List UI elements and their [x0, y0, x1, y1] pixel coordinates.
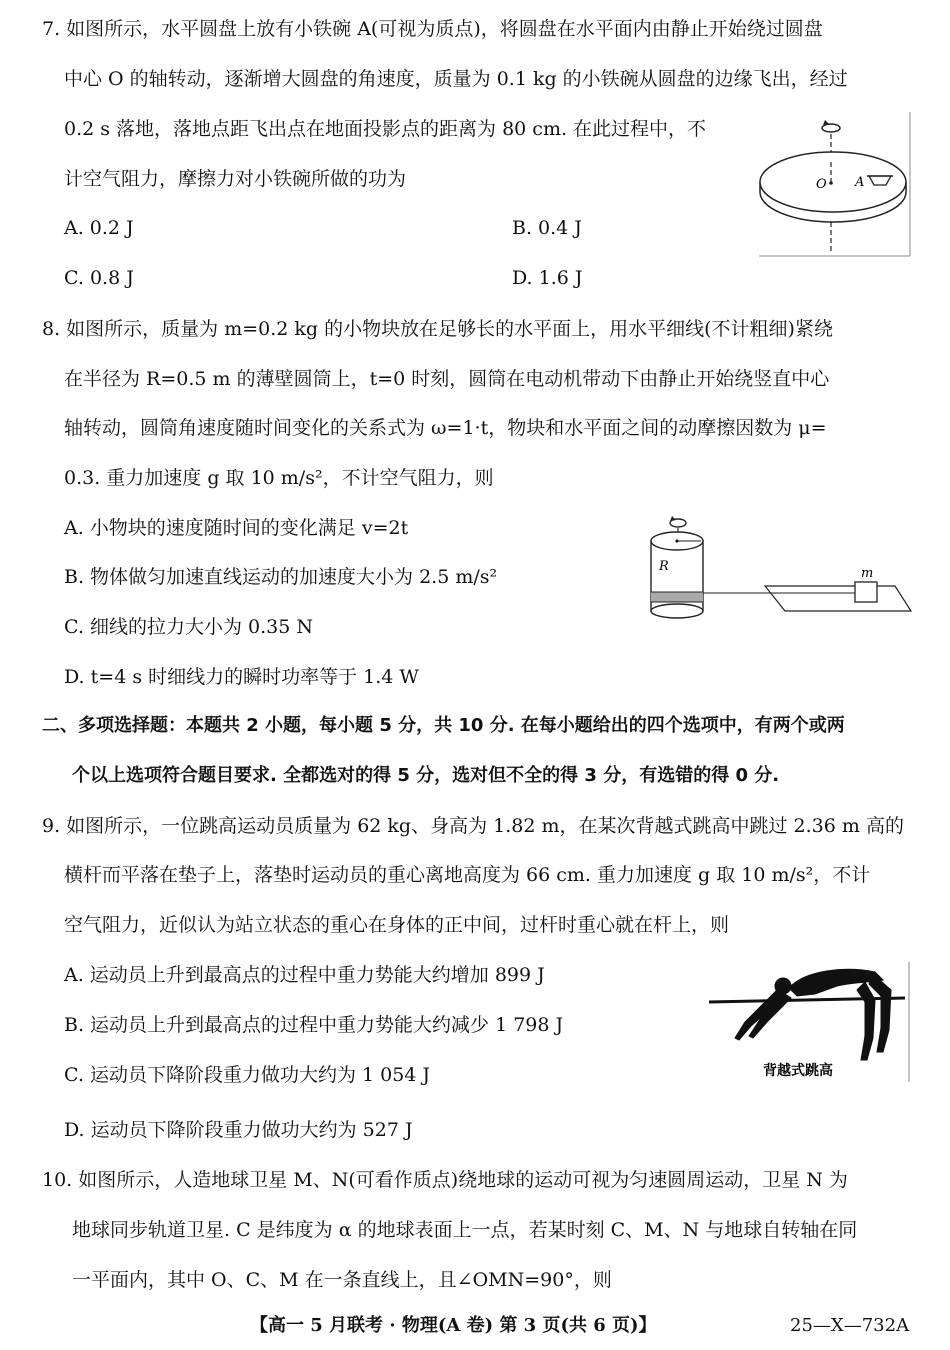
- q8-line-1: 8. 如图所示，质量为 m=0.2 kg 的小物块放在足够长的水平面上，用水平细线(不计粗细)紧绕: [42, 318, 833, 340]
- q7-line-1: 7. 如图所示，水平圆盘上放有小铁碗 A(可视为质点)，将圆盘在水平面内由静止开始绕过圆盘: [42, 18, 823, 40]
- q7-option-a: A. 0.2 J: [64, 217, 134, 239]
- q9-figure-caption: 背越式跳高: [763, 1063, 833, 1079]
- q8-option-a: A. 小物块的速度随时间的变化满足 v=2t: [64, 517, 409, 539]
- q9-line-2: 横杆而平落在垫子上，落垫时运动员的重心离地高度为 66 cm. 重力加速度 g 取 10 m/s²，不计: [64, 864, 871, 886]
- q9-option-d: D. 运动员下降阶段重力做功大约为 527 J: [64, 1119, 413, 1141]
- q9-option-b: B. 运动员上升到最高点的过程中重力势能大约减少 1 798 J: [64, 1014, 564, 1036]
- q7-line-4: 计空气阻力，摩擦力对小铁碗所做的功为: [64, 168, 407, 190]
- q10-line-1: 10. 如图所示，人造地球卫星 M、N(可看作质点)绕地球的运动可视为匀速圆周运动，卫星 N 为: [42, 1169, 848, 1191]
- page-footer: 【高一 5 月联考 · 物理(A 卷) 第 3 页(共 6 页)】: [250, 1315, 657, 1336]
- q8-label-m: m: [861, 566, 874, 581]
- q8-option-c: C. 细线的拉力大小为 0.35 N: [64, 616, 313, 638]
- q8-option-d: D. t=4 s 时细线力的瞬时功率等于 1.4 W: [64, 666, 419, 688]
- q7-figure-turntable: [755, 110, 915, 260]
- q8-option-b: B. 物体做匀加速直线运动的加速度大小为 2.5 m/s²: [64, 566, 498, 588]
- q9-figure-high-jump: [705, 960, 913, 1085]
- q10-line-3: 一平面内，其中 O、C、M 在一条直线上，且∠OMN=90°，则: [72, 1269, 612, 1291]
- q9-line-1: 9. 如图所示，一位跳高运动员质量为 62 kg、身高为 1.82 m，在某次背越式跳高中跳过 2.36 m 高的: [42, 815, 904, 837]
- high-jumper-icon: [735, 969, 891, 1060]
- section2-line-1: 二、多项选择题：本题共 2 小题，每小题 5 分，共 10 分. 在每小题给出的四个选项中，有两个或两: [42, 715, 845, 736]
- q7-line-2: 中心 O 的轴转动，逐渐增大圆盘的角速度，质量为 0.1 kg 的小铁碗从圆盘的边缘飞出，经过: [64, 68, 848, 90]
- q8-line-3: 轴转动，圆筒角速度随时间变化的关系式为 ω=1·t，物块和水平面之间的动摩擦因数为 μ=: [64, 417, 827, 439]
- q7-line-3: 0.2 s 落地，落地点距飞出点在地面投影点的距离为 80 cm. 在此过程中，不: [64, 118, 707, 140]
- q9-line-3: 空气阻力，近似认为站立状态的重心在身体的正中间，过杆时重心就在杆上，则: [64, 914, 730, 936]
- q7-label-a: A: [855, 175, 865, 190]
- section2-line-2: 个以上选项符合题目要求. 全都选对的得 5 分，选对但不全的得 3 分，有选错的得 0 分.: [72, 765, 780, 786]
- q7-option-c: C. 0.8 J: [64, 267, 134, 289]
- q8-line-4: 0.3. 重力加速度 g 取 10 m/s²，不计空气阻力，则: [64, 467, 494, 489]
- q7-option-b: B. 0.4 J: [512, 217, 582, 239]
- q10-line-2: 地球同步轨道卫星. C 是纬度为 α 的地球表面上一点，若某时刻 C、M、N 与地球自转轴在同: [72, 1219, 858, 1241]
- q7-option-d: D. 1.6 J: [512, 267, 583, 289]
- q8-label-r: R: [659, 559, 669, 574]
- q7-label-o: O: [816, 177, 827, 192]
- block-icon: [855, 582, 877, 602]
- q8-figure-cylinder: [645, 510, 915, 620]
- exam-code: 25—X—732A: [790, 1315, 910, 1336]
- q9-option-a: A. 运动员上升到最高点的过程中重力势能大约增加 899 J: [64, 964, 545, 986]
- q8-line-2: 在半径为 R=0.5 m 的薄壁圆筒上，t=0 时刻，圆筒在电动机带动下由静止开始绕竖直中心: [64, 368, 830, 390]
- q9-option-c: C. 运动员下降阶段重力做功大约为 1 054 J: [64, 1064, 431, 1086]
